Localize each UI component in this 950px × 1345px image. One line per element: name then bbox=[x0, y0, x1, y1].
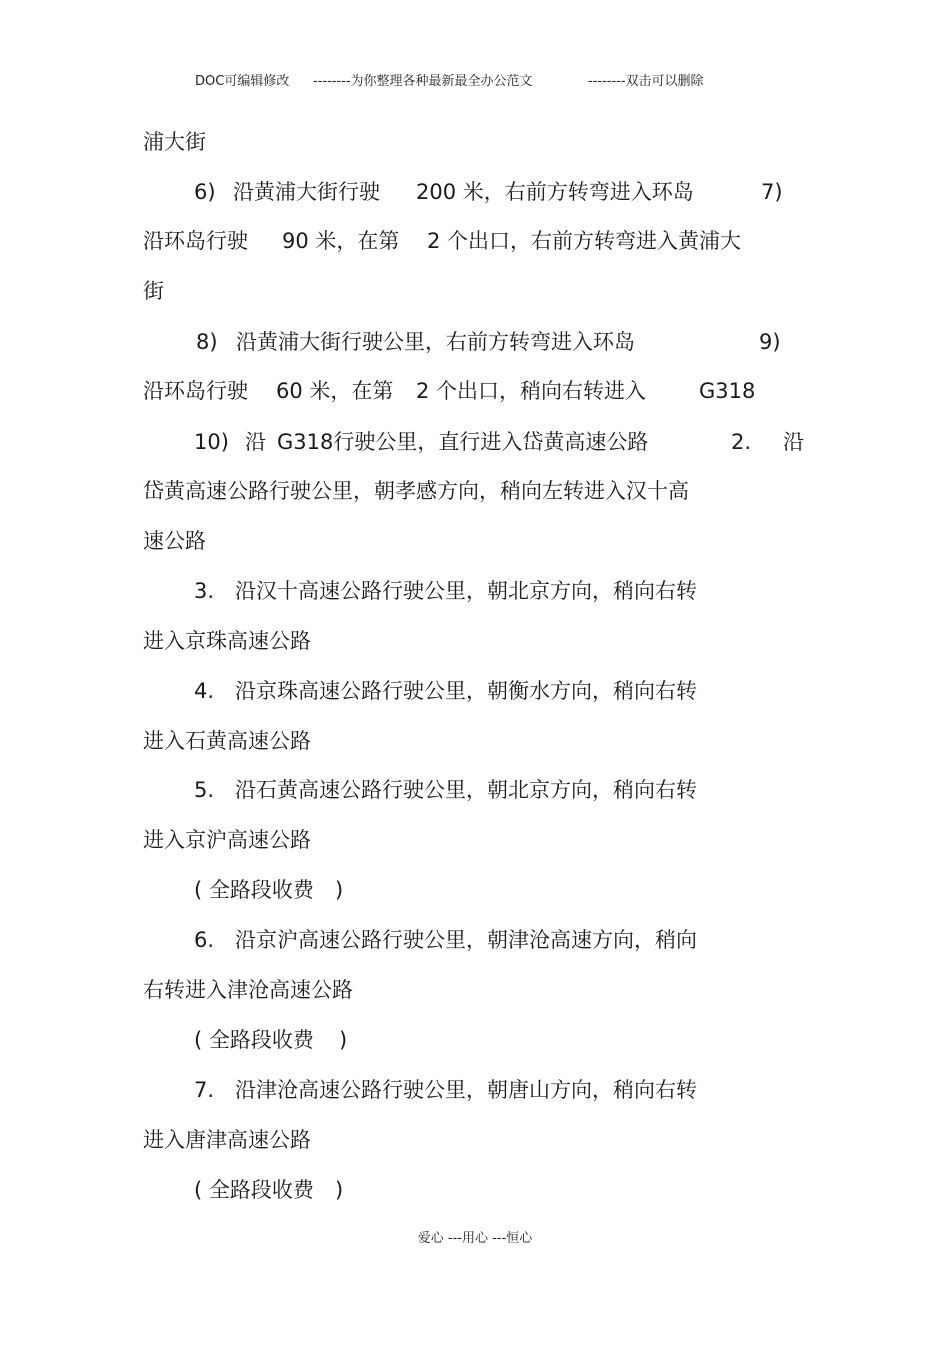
page-header bbox=[0, 72, 950, 92]
text-line bbox=[0, 328, 950, 356]
text-line bbox=[0, 627, 950, 655]
text-segment: 进入石黄高速公路 bbox=[143, 729, 311, 753]
text-line bbox=[0, 876, 950, 904]
text-line bbox=[0, 677, 950, 705]
text-segment: G318 bbox=[699, 379, 756, 403]
text-line bbox=[0, 826, 950, 854]
text-segment: 右转进入津沧高速公路 bbox=[143, 978, 353, 1002]
text-segment: G318行驶公里，直行进入岱黄高速公路 bbox=[277, 430, 649, 454]
text-line bbox=[0, 227, 950, 255]
text-segment: 沿黄浦大街行驶公里，右前方转弯进入环岛 bbox=[236, 330, 635, 354]
page-footer: 爱心 ---用心 ---恒心 bbox=[417, 1231, 533, 1246]
text-line bbox=[0, 377, 950, 405]
text-segment: 沿环岛行驶 bbox=[143, 229, 248, 253]
list-number: 10) bbox=[194, 430, 229, 454]
text-segment: 沿京沪高速公路行驶公里，朝津沧高速方向，稍向 bbox=[235, 928, 697, 952]
text-line bbox=[0, 976, 950, 1004]
text-line bbox=[0, 577, 950, 605]
text-line bbox=[0, 178, 950, 206]
text-segment: 沿 bbox=[783, 430, 804, 454]
text-segment: 沿京珠高速公路行驶公里，朝衡水方向，稍向右转 bbox=[235, 679, 697, 703]
text-segment: 90 米，在第 bbox=[282, 229, 400, 253]
text-segment: 沿汉十高速公路行驶公里，朝北京方向，稍向右转 bbox=[235, 579, 697, 603]
text-line bbox=[0, 1026, 950, 1054]
text-segment: 60 米，在第 bbox=[276, 379, 394, 403]
text-segment: 进入京珠高速公路 bbox=[143, 629, 311, 653]
text-segment: ( 全路段收费 bbox=[194, 1028, 314, 1052]
text-segment: 沿环岛行驶 bbox=[143, 379, 248, 403]
text-segment: ) bbox=[339, 1028, 348, 1052]
text-segment: 街 bbox=[143, 279, 164, 303]
list-number: 8) bbox=[196, 330, 218, 354]
text-segment: ) bbox=[335, 1178, 344, 1202]
text-segment: 岱黄高速公路行驶公里，朝孝感方向，稍向左转进入汉十高 bbox=[143, 479, 689, 503]
text-segment: 沿石黄高速公路行驶公里，朝北京方向，稍向右转 bbox=[235, 778, 697, 802]
text-segment: 沿津沧高速公路行驶公里，朝唐山方向，稍向右转 bbox=[235, 1078, 697, 1102]
header-right-text: --------双击可以删除 bbox=[588, 74, 704, 89]
text-segment: ( 全路段收费 bbox=[194, 878, 314, 902]
list-number: 3. bbox=[194, 579, 215, 603]
text-segment: 2 个出口，稍向右转进入 bbox=[416, 379, 647, 403]
text-line bbox=[0, 277, 950, 305]
text-segment: 进入京沪高速公路 bbox=[143, 828, 311, 852]
text-segment: 速公路 bbox=[143, 529, 206, 553]
text-line bbox=[0, 1176, 950, 1204]
text-segment: 200 米，右前方转弯进入环岛 bbox=[416, 180, 694, 204]
text-segment: 沿 bbox=[245, 430, 266, 454]
list-number: 6. bbox=[194, 928, 215, 952]
header-left-text: DOC可编辑修改 bbox=[195, 74, 290, 89]
text-line bbox=[0, 428, 950, 456]
header-middle-text: --------为你整理各种最新最全办公范文 bbox=[313, 74, 533, 89]
text-line bbox=[0, 1126, 950, 1154]
text-line bbox=[0, 926, 950, 954]
text-line bbox=[0, 776, 950, 804]
list-number: 4. bbox=[194, 679, 215, 703]
text-segment: ) bbox=[335, 878, 344, 902]
list-number: 2. bbox=[731, 430, 752, 454]
text-line bbox=[0, 477, 950, 505]
text-line bbox=[0, 1076, 950, 1104]
text-line bbox=[0, 527, 950, 555]
text-segment: 沿黄浦大街行驶 bbox=[233, 180, 380, 204]
text-line bbox=[0, 727, 950, 755]
text-segment: ( 全路段收费 bbox=[194, 1178, 314, 1202]
text-segment: 进入唐津高速公路 bbox=[143, 1128, 311, 1152]
list-number: 7) bbox=[761, 180, 783, 204]
text-segment: 浦大街 bbox=[143, 130, 206, 154]
text-segment: 2 个出口，右前方转弯进入黄浦大 bbox=[427, 229, 742, 253]
text-line bbox=[0, 128, 950, 156]
list-number: 7. bbox=[194, 1078, 215, 1102]
list-number: 5. bbox=[194, 778, 215, 802]
list-number: 9) bbox=[759, 330, 781, 354]
list-number: 6) bbox=[194, 180, 216, 204]
